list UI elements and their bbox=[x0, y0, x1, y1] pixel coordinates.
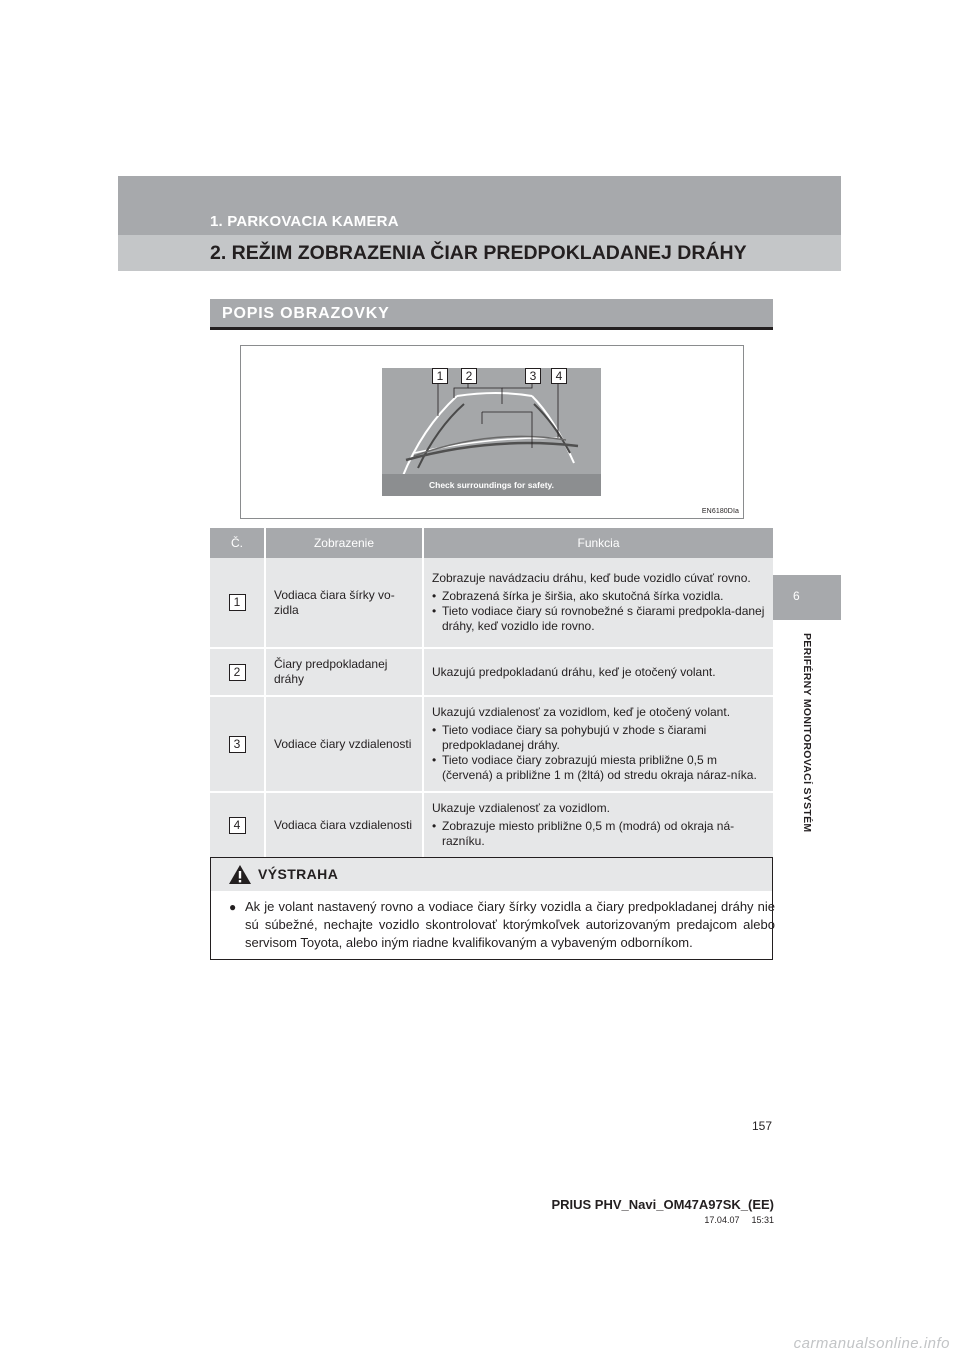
row-name: Vodiaca čiara šírky vo-zidla bbox=[265, 558, 423, 648]
chapter-tab bbox=[773, 575, 841, 620]
header-function: Funkcia bbox=[423, 528, 773, 558]
row-number-cell bbox=[210, 648, 265, 696]
camera-screen-image bbox=[382, 368, 601, 496]
section-heading: POPIS OBRAZOVKY bbox=[222, 305, 390, 322]
row-name: Vodiace čiary vzdialenosti bbox=[265, 696, 423, 792]
row-name: Vodiaca čiara vzdialenosti bbox=[265, 792, 423, 858]
function-bullet: • Tieto vodiace čiary sa pohybujú v zhode s čiarami predpokladanej dráhy. bbox=[432, 723, 765, 753]
row-function bbox=[423, 696, 773, 792]
print-time: 15:31 bbox=[751, 1215, 774, 1225]
callout-4: 4 bbox=[551, 368, 567, 384]
chapter-number: 6 bbox=[793, 589, 800, 603]
row-function bbox=[423, 792, 773, 858]
function-main: Zobrazuje navádzaciu dráhu, keď bude vozidlo cúvať rovno. bbox=[432, 571, 751, 585]
screen-message: Check surroundings for safety. bbox=[382, 474, 601, 496]
function-main: Ukazuje vzdialenosť za vozidlom. bbox=[432, 801, 610, 815]
function-bullet: • Tieto vodiace čiary zobrazujú miesta približne 0,5 m (červená) a približne 1 m (žltá) od stredu okraja náraz-níka. bbox=[432, 753, 765, 783]
figure-id: EN6180DIa bbox=[701, 508, 739, 515]
display-functions-table bbox=[210, 528, 773, 859]
function-main: Ukazujú predpokladanú dráhu, keď je otočený volant. bbox=[432, 664, 716, 679]
row-number: 3 bbox=[229, 736, 246, 753]
callout-3: 3 bbox=[525, 368, 541, 384]
row-number-cell bbox=[210, 558, 265, 648]
page-title: 2. REŽIM ZOBRAZENIA ČIAR PREDPOKLADANEJ DRÁHY bbox=[210, 242, 747, 264]
warning-triangle-icon bbox=[228, 864, 252, 885]
document-id: PRIUS PHV_Navi_OM47A97SK_(EE) bbox=[551, 1197, 774, 1212]
warning-header bbox=[211, 858, 772, 891]
row-function bbox=[423, 648, 773, 696]
header-band bbox=[118, 176, 841, 271]
chapter-label-container bbox=[762, 633, 852, 863]
page-number: 157 bbox=[752, 1119, 773, 1133]
row-function bbox=[423, 558, 773, 648]
table-row bbox=[210, 648, 773, 696]
table-row bbox=[210, 558, 773, 648]
row-number: 1 bbox=[229, 594, 246, 611]
function-bullet: • Zobrazená šírka je širšia, ako skutočná šírka vozidla. bbox=[432, 589, 765, 604]
row-name: Čiary predpokladanej dráhy bbox=[265, 648, 423, 696]
callout-1: 1 bbox=[432, 368, 448, 384]
row-number-cell bbox=[210, 696, 265, 792]
function-main: Ukazujú vzdialenosť za vozidlom, keď je otočený volant. bbox=[432, 705, 731, 719]
function-bullet: • Tieto vodiace čiary sú rovnobežné s čiarami predpokla-danej dráhy, keď vozidlo ide rovno. bbox=[432, 604, 765, 634]
chapter-label: PERIFÉRNY MONITOROVACÍ SYSTÉM bbox=[801, 633, 813, 833]
print-date: 17.04.07 bbox=[704, 1215, 740, 1225]
callout-2: 2 bbox=[461, 368, 477, 384]
print-timestamp bbox=[692, 1215, 774, 1225]
table-header-row bbox=[210, 528, 773, 558]
section-label: 1. PARKOVACIA KAMERA bbox=[210, 213, 399, 230]
warning-text: ● Ak je volant nastavený rovno a vodiace čiary šírky vozidla a čiary predpokladanej dráhy nie sú súbežné, nechajte vozidlo skontrolovať ktorýmkoľvek autorizovaným predajcom alebo servisom Toyota, alebo iným riadne kvalifikovaným a vybaveným odborníkom. bbox=[229, 898, 775, 952]
screen-figure bbox=[240, 345, 744, 519]
watermark: carmanualsonline.info bbox=[793, 1335, 950, 1352]
row-number: 2 bbox=[229, 664, 246, 681]
warning-title: VÝSTRAHA bbox=[258, 866, 339, 882]
row-number-cell bbox=[210, 792, 265, 858]
table-row bbox=[210, 696, 773, 792]
header-display: Zobrazenie bbox=[265, 528, 423, 558]
header-number: Č. bbox=[210, 528, 265, 558]
section-heading-bar bbox=[210, 299, 773, 330]
table-row bbox=[210, 792, 773, 858]
function-bullet: • Zobrazuje miesto približne 0,5 m (modrá) od okraja ná-razníku. bbox=[432, 819, 765, 849]
row-number: 4 bbox=[229, 817, 246, 834]
warning-box bbox=[210, 857, 773, 960]
